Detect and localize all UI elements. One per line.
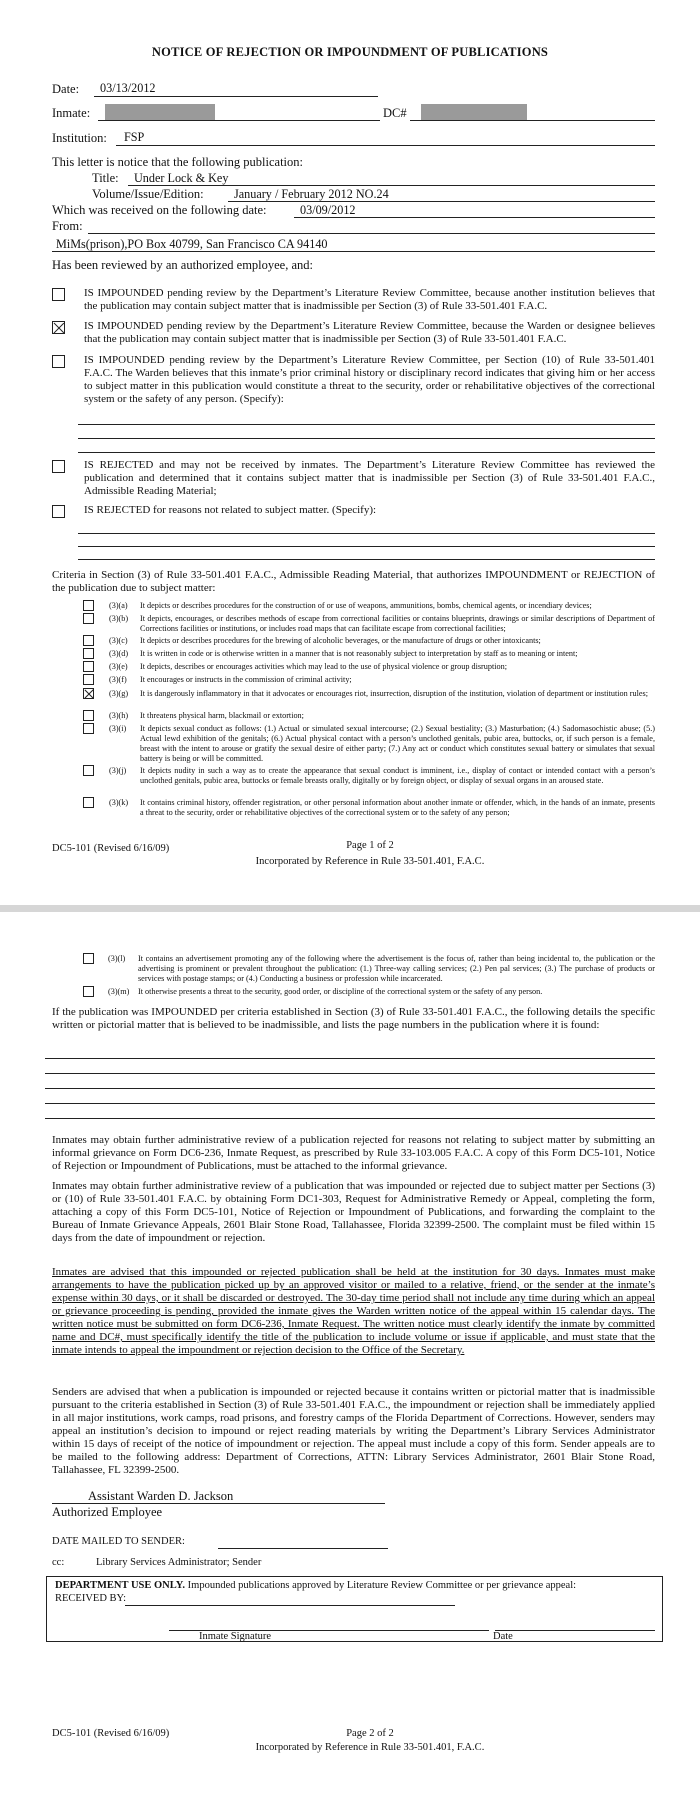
impounded-details-text: If the publication was IMPOUNDED per criteria established in Section (3) of Rule 33-501.401 F.A.C., the following details the specific written or pictorial matter that is believed to be inadmissible, and lists the page numbers in the publication where it is found: bbox=[52, 1006, 655, 1031]
option-impounded-other-institution-text: IS IMPOUNDED pending review by the Department’s Literature Review Committee, because another institution believes that the publication may contain subject matter that is inadmissible per Section (3) of Rule 33-501.401 F.A.C. bbox=[84, 287, 655, 312]
date-value: 03/13/2012 bbox=[100, 81, 156, 95]
option-rejected-other-text: IS REJECTED for reasons not related to subject matter. (Specify): bbox=[84, 504, 377, 516]
details-line-3 bbox=[45, 1088, 655, 1089]
footer-form-number: DC5-101 (Revised 6/16/09) bbox=[52, 843, 170, 854]
option-rejected-subject-text: IS REJECTED and may not be received by inmates. The Department’s Literature Review Committee has reviewed the publication and determined that it contains subject matter that is inadmissible per Section (3) of Rule 33-501.401 F.A.C., Admissible Reading Material; bbox=[84, 459, 655, 497]
date-underline bbox=[94, 96, 378, 97]
criteria-3i-code: (3)(i) bbox=[109, 724, 127, 733]
inmate-signature-label: Inmate Signature bbox=[199, 1631, 272, 1642]
criteria-3k-code: (3)(k) bbox=[109, 798, 129, 807]
footer-incorporated: Incorporated by Reference in Rule 33-501.401, F.A.C. bbox=[255, 856, 485, 867]
criteria-3l-code: (3)(l) bbox=[108, 954, 126, 963]
dc-number-redaction bbox=[421, 104, 527, 120]
criteria-3h-code: (3)(h) bbox=[109, 711, 129, 720]
criteria-intro: Criteria in Section (3) of Rule 33-501.401 F.A.C., Admissible Reading Material, that authorizes IMPOUNDMENT or REJECTION of the publication due to subject matter: bbox=[52, 569, 655, 594]
received-by-underline bbox=[125, 1605, 455, 1606]
criteria-3b-text: It depicts, encourages, or describes methods of escape from correctional facilities or contains blueprints, drawings or similar descriptions of Department of Corrections facilities or institutions, or includes road maps that can facilitate escape from correctional facilities; bbox=[140, 614, 655, 633]
footer-page-number-2: Page 2 of 2 bbox=[346, 1728, 394, 1739]
criteria-3m-text: It otherwise presents a threat to the security, good order, or discipline of the correctional system or the safety of any person. bbox=[138, 987, 543, 996]
criteria-3h-checkbox[interactable] bbox=[83, 710, 94, 721]
page-2 bbox=[0, 912, 700, 1812]
institution-underline bbox=[116, 145, 655, 146]
criteria-3d-code: (3)(d) bbox=[109, 649, 129, 658]
specify-line-6 bbox=[78, 559, 655, 560]
pub-title-label: Title: bbox=[92, 171, 119, 185]
criteria-3b-checkbox[interactable] bbox=[83, 613, 94, 624]
volume-label: Volume/Issue/Edition: bbox=[92, 187, 204, 201]
pub-title-value: Under Lock & Key bbox=[134, 171, 229, 185]
criteria-3g-text: It is dangerously inflammatory in that it advocates or encourages riot, insurrection, disruption of the institution, violation of department or institution rules; bbox=[140, 689, 648, 698]
specify-line-2 bbox=[78, 438, 655, 439]
specify-line-5 bbox=[78, 546, 655, 547]
criteria-3e-checkbox[interactable] bbox=[83, 661, 94, 672]
criteria-3b-code: (3)(b) bbox=[109, 614, 129, 623]
criteria-3c-code: (3)(c) bbox=[109, 636, 128, 645]
criteria-3a-text: It depicts or describes procedures for the construction of or use of weapons, ammunitions, bombs, chemical agents, or incendiary devices; bbox=[140, 601, 592, 610]
criteria-3i-text: It depicts sexual conduct as follows: (1.) Actual or simulated sexual intercourse; (2.) Sexual bestiality; (3.) Masturbation; (4.) Sadomasochistic abuse; (5.) Actual lewd exhibition of the genitals; (6.) Actual physical contact with a person’s unclothed genitals, pubic area, buttocks, or, if such person is a female, breast with the intent to arouse or gratify the sexual desire of either party; (7.) Any act or conduct which constitutes sexual battery or simulates that sexual battery is being or will be committed. bbox=[140, 724, 655, 763]
institution-label: Institution: bbox=[52, 131, 107, 145]
signer-label: Authorized Employee bbox=[52, 1505, 163, 1519]
footer-form-number-2: DC5-101 (Revised 6/16/09) bbox=[52, 1728, 170, 1739]
notice-line: This letter is notice that the following publication: bbox=[52, 155, 303, 169]
form-title: NOTICE OF REJECTION OR IMPOUNDMENT OF PUBLICATIONS bbox=[151, 45, 549, 59]
footer-incorporated-2: Incorporated by Reference in Rule 33-501.401, F.A.C. bbox=[255, 1742, 485, 1753]
volume-value: January / February 2012 NO.24 bbox=[234, 187, 389, 201]
criteria-3j-checkbox[interactable] bbox=[83, 765, 94, 776]
option-rejected-subject-checkbox[interactable] bbox=[52, 460, 65, 473]
criteria-3e-text: It depicts, describes or encourages activities which may lead to the use of physical violence or group disruption; bbox=[140, 662, 507, 671]
inmate-name-redaction bbox=[105, 104, 215, 120]
dept-use-text: Impounded publications approved by Literature Review Committee or per grievance appeal: bbox=[187, 1580, 577, 1591]
criteria-3g-code: (3)(g) bbox=[109, 689, 129, 698]
received-underline bbox=[294, 217, 655, 218]
inmate-label: Inmate: bbox=[52, 106, 91, 120]
option-impounded-history-checkbox[interactable] bbox=[52, 355, 65, 368]
criteria-3m-checkbox[interactable] bbox=[83, 986, 94, 997]
from-underline-1 bbox=[88, 233, 655, 234]
criteria-3d-checkbox[interactable] bbox=[83, 648, 94, 659]
review-paragraph-1: Inmates may obtain further administrative review of a publication rejected for reasons not relating to subject matter by submitting an informal grievance on Form DC6-236, Inmate Request, as prescribed by Rule 33-103.005 F.A.C. A copy of this Form DC5-101, Notice of Rejection or Impoundment of Publications, must be attached to the informal grievance. bbox=[52, 1134, 655, 1172]
criteria-3l-text: It contains an advertisement promoting any of the following where the advertisement is the focus of, rather than being incidental to, the publication or the advertising is prominent or prevalent throughout the publication: (1.) Three-way calling services; (2.) Pen pal services; (3.) The purchase of products or services with postage stamps; or (4.) Conducting a business or profession while incarcerated. bbox=[138, 954, 655, 983]
from-underline-2 bbox=[52, 251, 655, 252]
department-use-box bbox=[46, 1576, 663, 1642]
criteria-3l-checkbox[interactable] bbox=[83, 953, 94, 964]
volume-underline bbox=[228, 201, 655, 202]
from-value: MiMs(prison),PO Box 40799, San Francisco CA 94140 bbox=[56, 237, 328, 251]
criteria-3d-text: It is written in code or is otherwise written in a manner that is not reasonably subject to interpretation by staff as to meaning or intent; bbox=[140, 649, 578, 658]
criteria-3g-checkbox[interactable] bbox=[83, 688, 94, 699]
option-impounded-history-text: IS IMPOUNDED pending review by the Department’s Literature Review Committee, per Section (10) of Rule 33-501.401 F.A.C. The Warden believes that this inmate’s prior criminal history or disciplinary record indicates that giving him or her access to subject matter in this publication would constitute a threat to the security, order or rehabilitative objectives of the correctional system or the safety of any person. (Specify): bbox=[84, 354, 655, 405]
criteria-3f-text: It encourages or instructs in the commission of criminal activity; bbox=[140, 675, 352, 684]
cc-value: Library Services Administrator; Sender bbox=[96, 1557, 262, 1568]
criteria-3f-checkbox[interactable] bbox=[83, 674, 94, 685]
dept-use-heading bbox=[55, 1580, 576, 1591]
criteria-3h-text: It threatens physical harm, blackmail or extortion; bbox=[140, 711, 304, 720]
criteria-3i-checkbox[interactable] bbox=[83, 723, 94, 734]
criteria-3j-code: (3)(j) bbox=[109, 766, 127, 775]
date-label: Date: bbox=[52, 82, 80, 96]
details-line-2 bbox=[45, 1073, 655, 1074]
details-line-5 bbox=[45, 1118, 655, 1119]
dc-underline bbox=[410, 120, 655, 121]
option-rejected-other-checkbox[interactable] bbox=[52, 505, 65, 518]
review-paragraph-2: Inmates may obtain further administrative review of a publication that was impounded or rejected due to subject matter per Sections (3) or (10) of Rule 33-501.401 F.A.C. by obtaining Form DC1-303, Request for Administrative Remedy or Appeal, completing the form, attaching a copy of this Form DC5-101, Notice of Rejection or Impoundment of Publications, and forwarding the complaint to the Bureau of Inmate Grievance Appeals, 2601 Blair Stone Road, Tallahassee, Florida 32399-2500. The complaint must be filed within 15 days from the date of impoundment or rejection. bbox=[52, 1180, 655, 1244]
dept-use-bold: DEPARTMENT USE ONLY. bbox=[55, 1580, 186, 1591]
institution-value: FSP bbox=[124, 130, 145, 144]
option-impounded-other-institution-checkbox[interactable] bbox=[52, 288, 65, 301]
specify-line-3 bbox=[78, 452, 655, 453]
criteria-3e-code: (3)(e) bbox=[109, 662, 128, 671]
option-impounded-warden-text: IS IMPOUNDED pending review by the Department’s Literature Review Committee, because the Warden or designee believes that the publication may contain subject matter that is inadmissible per Section (3) of Rule 33-501.401 F.A.C. bbox=[84, 320, 655, 345]
date-signature-label: Date bbox=[493, 1631, 513, 1642]
pub-title-underline bbox=[128, 185, 655, 186]
criteria-3a-checkbox[interactable] bbox=[83, 600, 94, 611]
criteria-3c-checkbox[interactable] bbox=[83, 635, 94, 646]
page-1 bbox=[0, 0, 700, 905]
received-by-label: RECEIVED BY: bbox=[55, 1593, 127, 1604]
received-label: Which was received on the following date: bbox=[52, 203, 267, 217]
option-impounded-warden-checkbox[interactable] bbox=[52, 321, 65, 334]
date-signature-underline bbox=[495, 1630, 655, 1631]
details-line-1 bbox=[45, 1058, 655, 1059]
dc-label: DC# bbox=[383, 106, 407, 120]
footer-page-number: Page 1 of 2 bbox=[346, 840, 394, 851]
criteria-3j-text: It depicts nudity in such a way as to create the appearance that sexual conduct is imminent, i.e., display of contact or intended contact with a person’s unclothed genitals, pubic area, buttocks or female breasts orally, digitally or by foreign object, or display of sexual organs in an aroused state. bbox=[140, 766, 655, 785]
criteria-3k-checkbox[interactable] bbox=[83, 797, 94, 808]
received-value: 03/09/2012 bbox=[300, 203, 356, 217]
specify-line-1 bbox=[78, 424, 655, 425]
from-label: From: bbox=[52, 219, 83, 233]
date-mailed-label: DATE MAILED TO SENDER: bbox=[52, 1536, 185, 1547]
reviewed-line: Has been reviewed by an authorized employee, and: bbox=[52, 258, 314, 272]
details-line-4 bbox=[45, 1103, 655, 1104]
advised-paragraph: Inmates are advised that this impounded or rejected publication shall be held at the institution for 30 days. Inmates must make arrangements to have the publication picked up by an approved visitor or mailed to a relative, friend, or the sender at the inmate’s expense within 30 days, or it shall be discarded or destroyed. The 30-day time period shall not include any time during which an appeal or grievance proceeding is pending, provided the inmate gives the Warden written notice of the appeal within 15 calendar days. The written notice must be submitted on form DC6-236, Inmate Request. The written notice must clearly identify the inmate by committed name and DC#, must specifically identify the title of the publication to include volume or issue if applicable, and must state that the inmate intends to appeal the impoundment or rejection decision to the Office of the Secretary. bbox=[52, 1266, 655, 1356]
specify-line-4 bbox=[78, 533, 655, 534]
date-mailed-underline bbox=[218, 1548, 388, 1549]
criteria-3k-text: It contains criminal history, offender registration, or other personal information about another inmate or offender, which, in the hands of an inmate, presents a threat to the security, order or rehabilitative objectives of the correctional system or to the safety of any person; bbox=[140, 798, 655, 817]
senders-paragraph: Senders are advised that when a publication is impounded or rejected because it contains written or pictorial matter that is inadmissible pursuant to the criteria established in Section (3) of Rule 33-501.401 F.A.C., the impoundment or rejection shall be immediately applied in all major institutions, work camps, road prisons, and forestry camps of the Florida Department of Corrections. However, senders may appeal an institution’s decision to impound or reject reading materials by writing the Department’s Library Services Administrator within 15 days of receipt of the notice of impoundment or rejection. The appeal must include a copy of this form. Sender appeals are to be mailed to the following address: Department of Corrections, ATTN: Library Services Administrator, 2601 Blair Stone Road, Tallahassee, FL 32399-2500. bbox=[52, 1386, 655, 1476]
criteria-3c-text: It depicts or describes procedures for the brewing of alcoholic beverages, or the manufacture of drugs or other intoxicants; bbox=[140, 636, 541, 645]
criteria-3a-code: (3)(a) bbox=[109, 601, 128, 610]
cc-label: cc: bbox=[52, 1557, 65, 1568]
inmate-underline bbox=[98, 120, 380, 121]
criteria-3f-code: (3)(f) bbox=[109, 675, 127, 684]
criteria-3m-code: (3)(m) bbox=[108, 987, 130, 996]
signer-value: Assistant Warden D. Jackson bbox=[88, 1489, 234, 1503]
